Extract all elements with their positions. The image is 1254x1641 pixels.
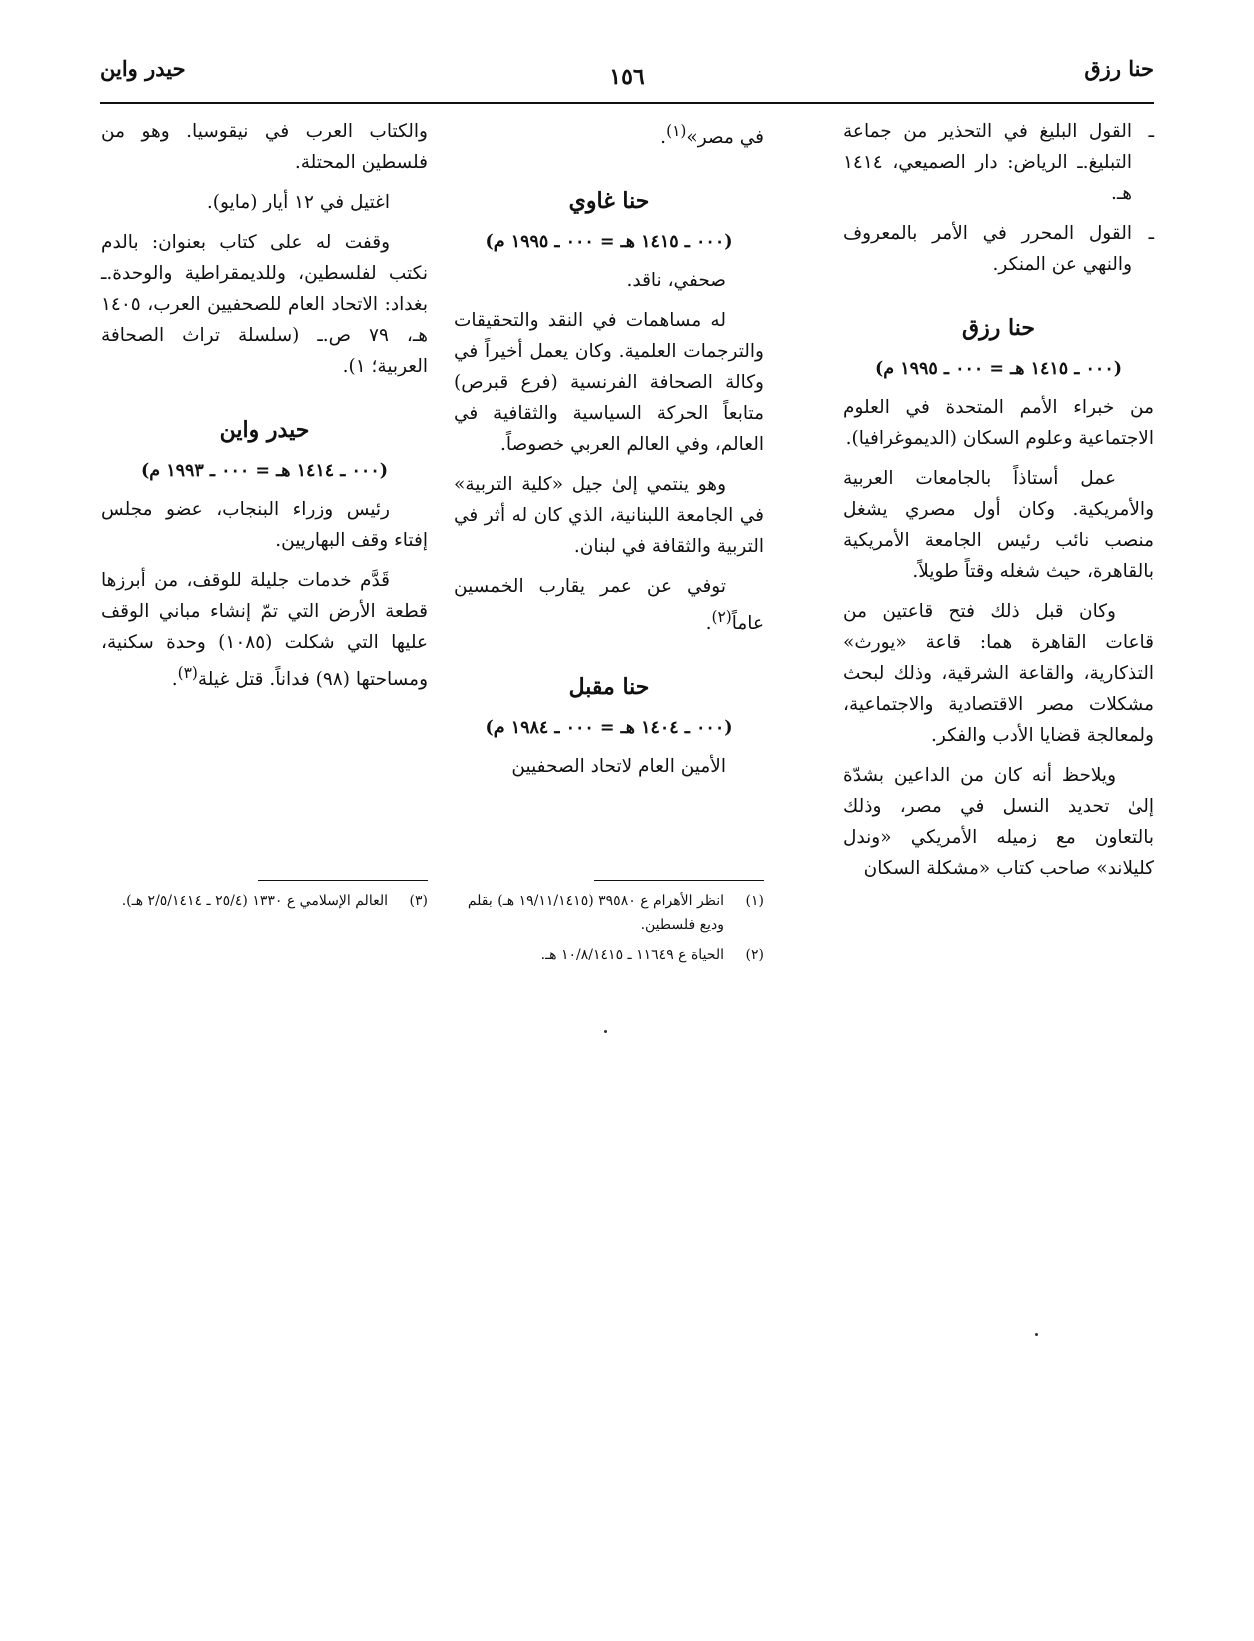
column-right	[843, 116, 1154, 893]
footnote-rule	[258, 880, 428, 881]
bibliography-item	[843, 116, 1154, 209]
footnotes-middle	[454, 880, 764, 973]
footnote-text: العالم الإسلامي ع ١٣٣٠ (٢٥/٤ ـ ٢/٥/١٤١٤ هـ).	[121, 893, 388, 909]
footnote	[101, 889, 428, 913]
punctuation: .	[660, 127, 667, 149]
bibliography-item	[843, 218, 1154, 280]
entry-paragraph: له مساهمات في النقد والتحقيقات والترجمات العلمية. وكان يعمل أخيراً في وكالة الصحافة الفرنسية (فرع قبرص) متابعاً الحركة السياسية والثقافية في العالم، وفي العالم العربي خصوصاً.	[454, 310, 764, 456]
scan-speck	[1035, 1333, 1038, 1336]
running-head-right: حنا رزق	[1084, 56, 1154, 81]
entry-paragraph: وقفت له على كتاب بعنوان: بالدم نكتب لفلسطين، وللديمقراطية والوحدة.ـ بغداد: الاتحاد العام للصحفيين العرب، ١٤٠٥ هـ، ٧٩ ص.ـ (سلسلة تراث الصحافة العربية؛ ١).	[101, 232, 429, 377]
entry-paragraph: ويلاحظ أنه كان من الداعين بشدّة إلىٰ تحديد النسل في مصر، وذلك بالتعاون مع زميله الأمريكي «وندل كليلاند» صاحب كتاب «مشكلة السكان	[843, 765, 1154, 879]
entry-paragraph: صحفي، ناقد.	[626, 270, 726, 292]
entry-title: حنا مقبل	[568, 674, 650, 701]
dash-marker: ـ	[1148, 121, 1154, 142]
entry-title: حيدر واين	[219, 417, 310, 443]
footnotes-left	[101, 880, 428, 919]
footnote-rule	[594, 880, 764, 881]
entry-paragraph-body: توفي عن عمر يقارب الخمسين عاماً	[454, 576, 764, 635]
page-number: ١٥٦	[609, 64, 645, 90]
footnote-text: انظر الأهرام ع ٣٩٥٨٠ (١٩/١١/١٤١٥ هـ) بقلم وديع فلسطين.	[467, 893, 724, 933]
entry-dates: (٠٠٠ ـ ١٤٠٤ هـ = ٠٠٠ ـ ١٩٨٤ م)	[485, 718, 733, 739]
entry-paragraph-body: قَدَّم خدمات جليلة للوقف، من أبرزها قطعة الأرض التي تمّ إنشاء مباني الوقف عليها التي شكلت (١٠٨٥) وحدة سكنية، ومساحتها (٩٨) فداناً. قتل غيلة	[101, 570, 428, 691]
footnote-number: (٣)	[409, 893, 428, 909]
scan-speck	[604, 1030, 607, 1033]
entry-dates: (٠٠٠ ـ ١٤١٥ هـ = ٠٠٠ ـ ١٩٩٥ م)	[874, 359, 1123, 379]
footnote-text: الحياة ع ١١٦٤٩ ـ ١٠/٨/١٤١٥ هـ.	[540, 947, 724, 963]
dash-marker: ـ	[1148, 223, 1154, 244]
entry-title: حنا رزق	[962, 315, 1035, 341]
continued-text	[454, 116, 764, 153]
header-rule	[100, 102, 1154, 104]
column-middle	[454, 116, 764, 791]
entry-paragraph: عمل أستاذاً بالجامعات العربية والأمريكية. وكان أول مصري يشغل منصب نائب رئيس الجامعة الأمريكية بالقاهرة، حيث شغله وقتاً طويلاً.	[843, 468, 1154, 582]
footnote-number: (٢)	[745, 947, 764, 963]
entry-paragraph: الأمين العام لاتحاد الصحفيين	[511, 756, 726, 778]
entry-paragraph	[454, 571, 764, 639]
column-left	[101, 116, 428, 704]
punctuation: .	[705, 613, 712, 635]
bibliography-text: القول البليغ في التحذير من جماعة التبليغ.ـ الرياض: دار الصميعي، ١٤١٤ هـ.	[843, 121, 1132, 204]
entry-dates: (٠٠٠ ـ ١٤١٥ هـ = ٠٠٠ ـ ١٩٩٥ م)	[485, 232, 733, 253]
bibliography-text: القول المحرر في الأمر بالمعروف والنهي عن المنكر.	[843, 223, 1132, 275]
entry-title: حنا غاوي	[568, 188, 650, 215]
entry-paragraph	[101, 565, 428, 695]
entry-paragraph: رئيس وزراء البنجاب، عضو مجلس إفتاء وقف البهاريين.	[101, 499, 428, 551]
footnote-marker[interactable]: (٢)	[711, 608, 732, 627]
entry-paragraph: وهو ينتمي إلىٰ جيل «كلية التربية» في الجامعة اللبنانية، الذي كان له أثر في التربية والثقافة في لبنان.	[454, 474, 764, 558]
continued-text-body: في مصر»	[686, 127, 764, 149]
footnote-marker[interactable]: (١)	[666, 122, 687, 140]
footnote	[454, 889, 764, 937]
footnote-number: (١)	[745, 893, 764, 909]
entry-dates: (٠٠٠ ـ ١٤١٤ هـ = ٠٠٠ ـ ١٩٩٣ م)	[140, 461, 389, 481]
continued-text: والكتاب العرب في نيقوسيا. وهو من فلسطين المحتلة.	[101, 121, 428, 173]
footnote-marker[interactable]: (٣)	[177, 664, 198, 682]
entry-paragraph: وكان قبل ذلك فتح قاعتين من قاعات القاهرة هما: قاعة «يورث» التذكارية، والقاعة الشرقية، وذلك لبحث مشكلات مصر الاقتصادية والاجتماعية، ولمعالجة قضايا الأدب والفكر.	[843, 601, 1154, 746]
entry-paragraph: اغتيل في ١٢ أيار (مايو).	[206, 192, 390, 213]
footnote	[454, 943, 764, 967]
running-head-left: حيدر واين	[100, 56, 186, 81]
entry-paragraph: من خبراء الأمم المتحدة في العلوم الاجتماعية وعلوم السكان (الديموغرافيا).	[843, 397, 1154, 449]
punctuation: .	[171, 669, 178, 691]
